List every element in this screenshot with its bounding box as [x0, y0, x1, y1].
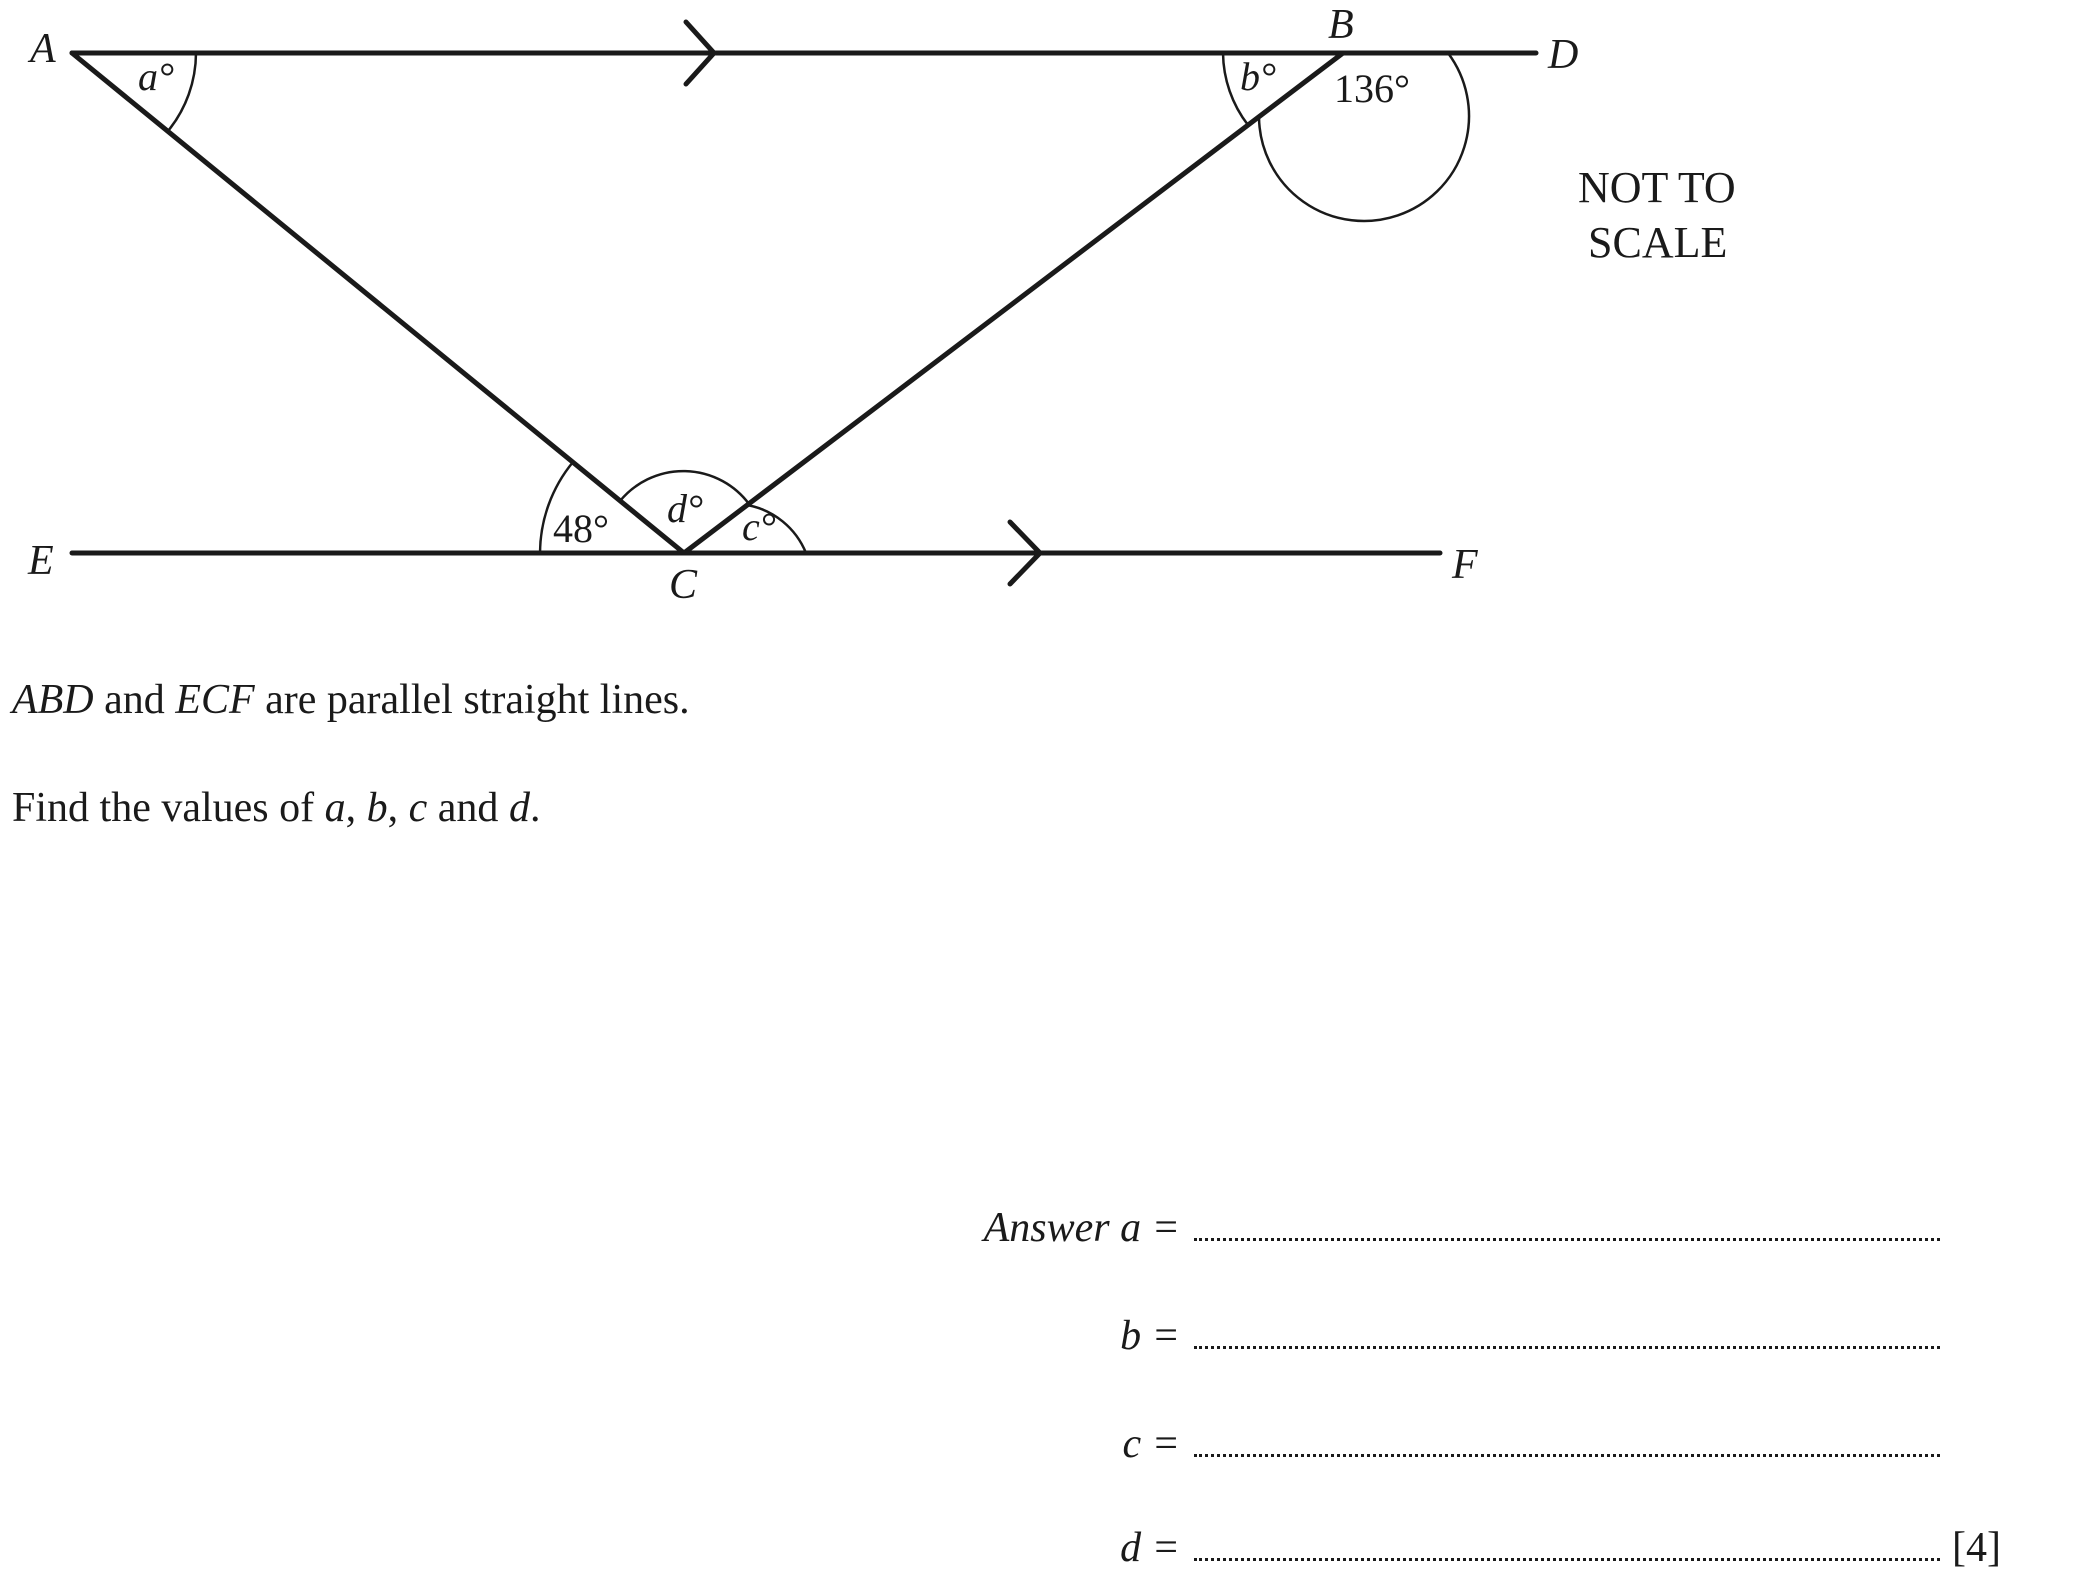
marks-row — [0, 1520, 2100, 1576]
instruction-prefix: Find the values of — [12, 785, 325, 831]
not-to-scale-note-line2: SCALE — [1588, 218, 1728, 267]
label-point-d: D — [1548, 32, 1579, 78]
label-angle-136: 136° — [1334, 66, 1410, 111]
answer-label-a — [984, 1200, 1180, 1256]
instruction-end: . — [529, 785, 541, 831]
label-point-b: B — [1328, 2, 1354, 48]
answer-b-text: b = — [1120, 1313, 1180, 1359]
marks-label: [4] — [1952, 1525, 2001, 1571]
label-angle-a: a° — [138, 54, 174, 99]
label-angle-48: 48° — [553, 506, 609, 551]
not-to-scale-note-line1: NOT TO — [1578, 163, 1736, 212]
answer-field-a[interactable] — [1194, 1238, 1940, 1241]
answer-word: Answer — [983, 1205, 1110, 1251]
label-point-f: F — [1452, 542, 1478, 588]
sep-2: , — [387, 785, 409, 831]
line-cb — [684, 53, 1343, 553]
answer-row-a — [0, 1200, 1180, 1256]
label-point-c: C — [669, 562, 698, 608]
question-instruction — [12, 784, 540, 832]
var-c: c — [408, 785, 428, 831]
label-angle-d: d° — [667, 486, 703, 531]
instruction-and: and — [427, 785, 509, 831]
geometry-diagram — [0, 0, 2100, 640]
answer-d-text: d = — [1120, 1525, 1180, 1571]
segment-abd: ABD — [12, 677, 94, 723]
question-statement — [12, 676, 690, 724]
var-d: d — [508, 785, 530, 831]
answer-field-c[interactable] — [1194, 1454, 1940, 1457]
label-point-e: E — [28, 538, 54, 584]
answer-field-b[interactable] — [1194, 1346, 1940, 1349]
label-angle-b: b° — [1240, 54, 1276, 99]
label-point-a: A — [30, 26, 56, 72]
statement-tail: are parallel straight lines. — [254, 677, 690, 723]
line-ac — [72, 53, 684, 553]
var-a: a — [324, 785, 346, 831]
var-b: b — [366, 785, 388, 831]
answer-label-c — [1123, 1416, 1180, 1472]
answer-row-b — [0, 1308, 1180, 1364]
segment-ecf: ECF — [175, 677, 255, 723]
label-angle-c: c° — [742, 504, 776, 549]
answer-c-text: c = — [1122, 1421, 1180, 1467]
answer-label-b — [1120, 1308, 1180, 1364]
answer-a-text: a = — [1120, 1205, 1180, 1251]
statement-and: and — [93, 677, 176, 723]
answer-row-c — [0, 1416, 1180, 1472]
sep-1: , — [345, 785, 367, 831]
